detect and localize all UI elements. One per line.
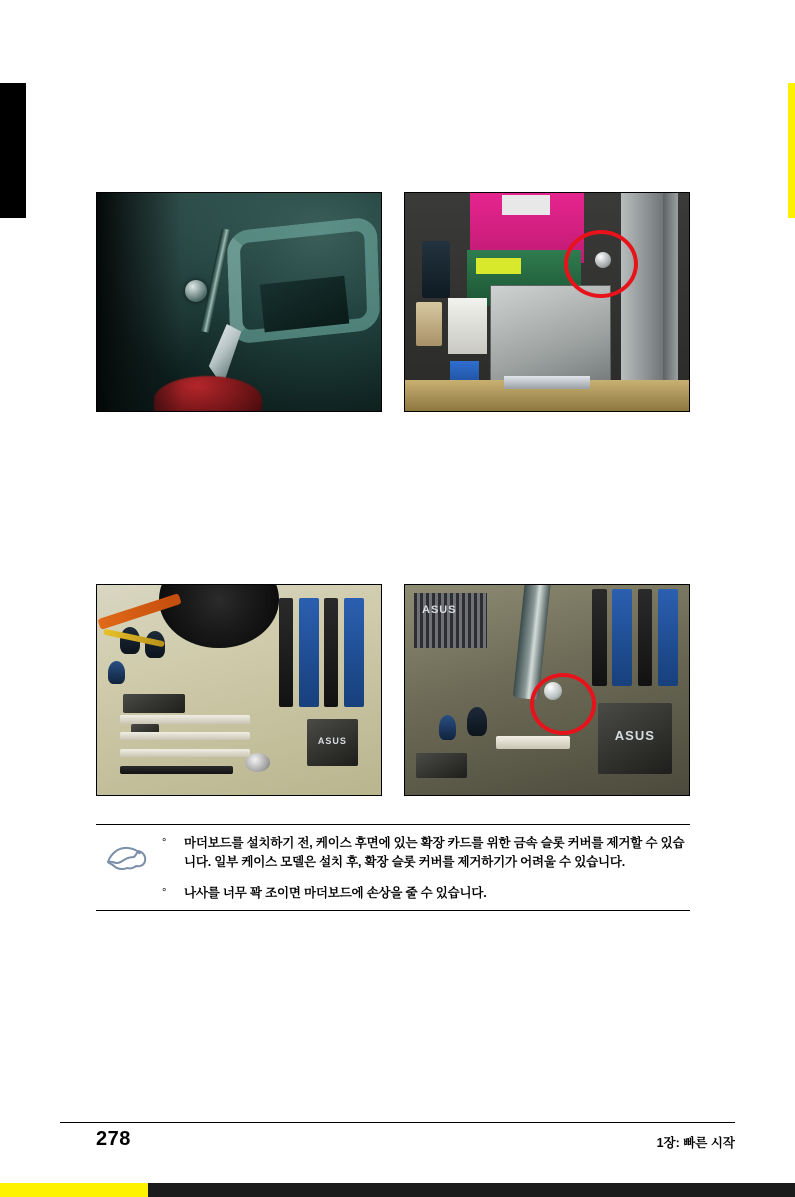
page-number: 278	[96, 1128, 131, 1150]
note-bottom-divider	[96, 910, 690, 911]
note-block	[96, 824, 690, 911]
note-bullet: °	[162, 837, 167, 849]
chipset-logo: ASUS	[614, 727, 655, 743]
note-hand-icon	[96, 834, 158, 903]
note-item	[158, 834, 690, 872]
note-item-text: 마더보드를 설치하기 전, 케이스 후면에 있는 확장 카드를 위한 금속 슬롯 커버를 제거할 수 있습니다. 일부 케이스 모델은 설치 후, 확장 슬롯 커버를 제거하기가 어려울 수 있습니다.	[184, 836, 685, 869]
note-item-text: 나사를 너무 꽉 조이면 마더보드에 손상을 줄 수 있습니다.	[184, 886, 487, 900]
figure-motherboard-overview	[96, 584, 382, 796]
footer-bar-accent	[0, 1183, 148, 1197]
heatsink-logo: ASUS	[422, 603, 457, 616]
highlight-circle-board-screw	[530, 673, 596, 735]
note-item	[158, 884, 690, 903]
board-logo: ASUS	[317, 736, 347, 747]
highlight-circle-slot-screw	[564, 230, 638, 298]
figure-motherboard-screw-tighten	[404, 584, 690, 796]
footer-divider	[60, 1122, 735, 1123]
figure-case-rear-slot	[404, 192, 690, 412]
note-bullet: °	[162, 887, 167, 899]
right-edge-tab	[788, 83, 795, 218]
left-chapter-tab	[0, 83, 26, 218]
figure-screwdriver-case	[96, 192, 382, 412]
footer-chapter-title: 1장: 빠른 시작	[656, 1136, 735, 1150]
